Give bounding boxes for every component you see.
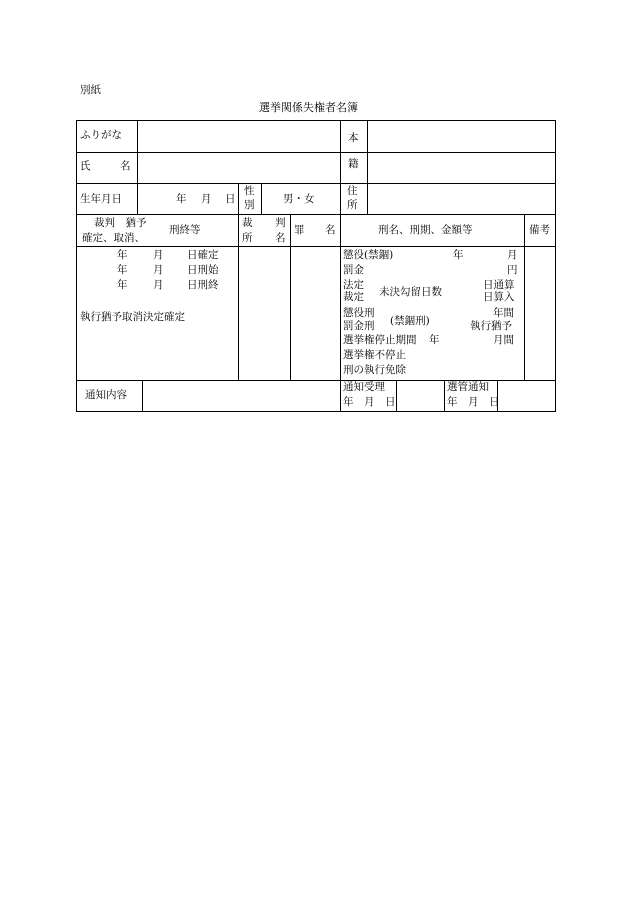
status-revoke: 執行猶予取消決定確定	[80, 311, 185, 323]
grid-line	[76, 214, 556, 215]
grid-line	[261, 183, 262, 214]
sentence-prison-year: 年	[453, 249, 464, 261]
honseki-label-2: 籍	[348, 158, 359, 170]
election-commission-notice-date: 年 月 日	[447, 396, 500, 408]
court-header-2a: 所	[242, 232, 253, 244]
sex-label-1: 性	[244, 185, 255, 197]
sex-value: 男・女	[283, 193, 315, 205]
suspended-fine: 罰金刑	[343, 320, 375, 332]
election-commission-notice-label: 選管通知	[447, 381, 489, 393]
court-header-1b: 判	[275, 217, 286, 229]
suspended-imprisonment: (禁錮刑)	[390, 315, 430, 327]
status-line-2-year: 年	[117, 264, 128, 276]
crime-header-1: 罪	[294, 224, 305, 236]
sentence-statutory: 法定	[343, 279, 364, 291]
detention-included: 日算入	[483, 291, 515, 303]
grid-line	[76, 411, 556, 412]
status-line-3-day: 日刑終	[187, 279, 219, 291]
status-line-1-year: 年	[117, 249, 128, 261]
grid-line	[340, 214, 341, 380]
birth-date-label: 生年月日	[80, 193, 122, 205]
grid-line	[76, 120, 77, 411]
birth-day-unit: 日	[225, 193, 236, 205]
grid-line	[238, 183, 239, 214]
status-line-3-year: 年	[117, 279, 128, 291]
notice-received-label: 通知受理	[343, 381, 385, 393]
grid-line	[238, 214, 239, 380]
furigana-label: ふりがな	[80, 129, 122, 141]
court-header-2b: 名	[275, 232, 286, 244]
attachment-label: 別紙	[80, 84, 101, 96]
notice-content-label: 通知内容	[85, 389, 127, 401]
grid-line	[444, 380, 445, 411]
suspended-prison: 懲役刑	[343, 307, 375, 319]
remarks-header: 備考	[529, 224, 550, 236]
status-line-2-month: 月	[153, 264, 164, 276]
grid-line	[76, 246, 556, 247]
suffrage-suspension-month: 月間	[493, 334, 514, 346]
sentence-fine-yen: 円	[507, 264, 518, 276]
status-header-3: 刑終等	[169, 224, 201, 236]
crime-header-2: 名	[325, 224, 336, 236]
sex-label-2: 別	[244, 199, 255, 211]
suspension-years: 年間	[493, 307, 514, 319]
grid-line	[555, 120, 556, 411]
grid-line	[367, 120, 368, 214]
grid-line	[76, 152, 556, 153]
suffrage-suspension-year: 年	[429, 334, 440, 346]
grid-line	[142, 380, 143, 411]
grid-line	[290, 214, 291, 380]
sentence-exemption: 刑の執行免除	[343, 364, 406, 376]
status-header-2: 確定、取消、	[82, 232, 145, 244]
name-label-2: 名	[120, 160, 131, 172]
grid-line	[76, 183, 556, 184]
address-label-2: 所	[347, 199, 358, 211]
detention-counted: 日通算	[483, 279, 515, 291]
grid-line	[340, 380, 341, 411]
status-line-2-day: 日刑始	[187, 264, 219, 276]
grid-line	[524, 214, 525, 380]
status-line-1-day: 日確定	[187, 249, 219, 261]
status-header-1: 裁判 猶予	[94, 217, 147, 229]
address-label-1: 住	[347, 185, 358, 197]
notice-received-date: 年 月 日	[343, 396, 396, 408]
sentence-discretionary: 裁定	[343, 291, 364, 303]
grid-line	[396, 380, 397, 411]
status-line-3-month: 月	[153, 279, 164, 291]
document-title: 選挙関係失権者名簿	[259, 101, 358, 114]
detention-days: 未決勾留日数	[379, 286, 442, 298]
birth-month-unit: 月	[201, 193, 212, 205]
birth-year-unit: 年	[176, 193, 187, 205]
suspension-label: 執行猶予	[470, 320, 512, 332]
sentence-prison-month: 月	[507, 249, 518, 261]
sentence-prison: 懲役(禁錮)	[343, 249, 394, 261]
grid-line	[76, 120, 556, 121]
name-label-1: 氏	[80, 160, 91, 172]
suffrage-not-suspended: 選挙権不停止	[343, 349, 406, 361]
sentence-header: 刑名、刑期、金額等	[378, 224, 473, 236]
grid-line	[137, 120, 138, 214]
court-header-1a: 裁	[242, 217, 253, 229]
sentence-fine: 罰金	[343, 264, 364, 276]
status-line-1-month: 月	[153, 249, 164, 261]
honseki-label-1: 本	[348, 132, 359, 144]
suffrage-suspension-period: 選挙権停止期間	[343, 334, 417, 346]
grid-line	[340, 120, 341, 214]
